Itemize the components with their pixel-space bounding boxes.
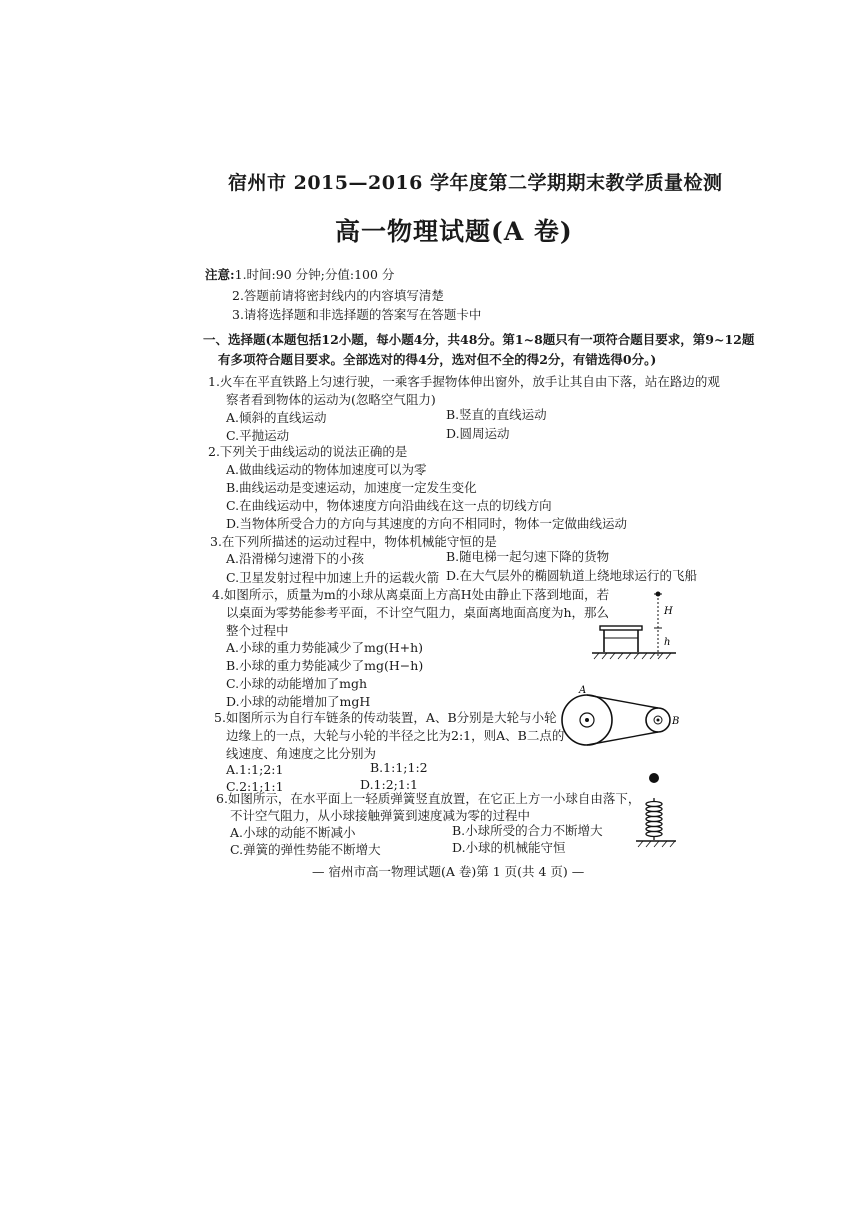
- q3-option-c: C.卫星发射过程中加速上升的运载火箭: [226, 570, 440, 585]
- q3-option-b: B.随电梯一起匀速下降的货物: [446, 549, 610, 564]
- q4-table-figure: [590, 590, 680, 660]
- q4-label-H: H: [664, 606, 673, 617]
- q4-label-h: h: [664, 637, 671, 648]
- q1-stem-line-1: 1.火车在平直铁路上匀速行驶，一乘客手握物体伸出窗外，放手让其自由下落，站在路边的观: [208, 374, 720, 389]
- q5-chain-drive-figure: [555, 686, 685, 756]
- q4-stem-line-1: 4.如图所示，质量为m的小球从离桌面上方高H处由静止下落到地面，若: [212, 587, 610, 602]
- q3-stem: 3.在下列所描述的运动过程中，物体机械能守恒的是: [210, 534, 497, 549]
- q5-option-b: B.1:1;1:2: [370, 760, 428, 775]
- q4-table: [600, 626, 642, 630]
- q2-option-b: B.曲线运动是变速运动，加速度一定发生变化: [226, 480, 477, 495]
- q6-stem-line-1: 6.如图所示，在水平面上一轻质弹簧竖直放置，在它正上方一小球自由落下，: [216, 791, 641, 806]
- q5-stem-line-2: 边缘上的一点，大轮与小轮的半径之比为2:1，则A、B二点的: [226, 728, 565, 743]
- q3-option-d: D.在大气层外的椭圆轨道上绕地球运行的飞船: [446, 568, 698, 583]
- q1-option-d: D.圆周运动: [446, 426, 510, 441]
- q1-option-c: C.平抛运动: [226, 428, 290, 443]
- note-item-2: 2.答题前请将密封线内的内容填写清楚: [232, 288, 444, 303]
- q2-option-d: D.当物体所受合力的方向与其速度的方向不相同时，物体一定做曲线运动: [226, 516, 628, 531]
- q5-label-B: B: [672, 716, 680, 727]
- notes-label: 注意:: [205, 267, 235, 282]
- q4-option-c: C.小球的动能增加了mgh: [226, 676, 367, 691]
- q1-stem-line-2: 察者看到物体的运动为(忽略空气阻力): [226, 392, 436, 407]
- q4-option-b: B.小球的重力势能减少了mg(H−h): [226, 658, 424, 673]
- exam-header-title: 宿州市 2015—2016 学年度第二学期期末教学质量检测: [228, 172, 723, 194]
- q2-option-c: C.在曲线运动中，物体速度方向沿曲线在这一点的切线方向: [226, 498, 552, 513]
- q5-option-c: C.2:1;1:1: [226, 779, 284, 794]
- q5-stem-line-1: 5.如图所示为自行车链条的传动装置，A、B分别是大轮与小轮: [214, 710, 557, 725]
- page-footer: — 宿州市高一物理试题(A 卷)第 1 页(共 4 页) —: [312, 864, 585, 879]
- section-instructions-line-1: 一、选择题(本题包括12小题，每小题4分，共48分。第1~8题只有一项符合题目要求，第9~12题: [203, 332, 755, 347]
- q5-stem-line-3: 线速度、角速度之比分别为: [226, 746, 377, 761]
- q4-option-d: D.小球的动能增加了mgH: [226, 694, 371, 709]
- notes-line-1: [205, 265, 394, 283]
- q1-option-a: A.倾斜的直线运动: [226, 410, 327, 425]
- q4-option-a: A.小球的重力势能减少了mg(H+h): [226, 640, 424, 655]
- q2-option-a: A.做曲线运动的物体加速度可以为零: [226, 462, 427, 477]
- note-item-3: 3.请将选择题和非选择题的答案写在答题卡中: [232, 307, 482, 322]
- q6-spring: [646, 798, 662, 840]
- q5-option-a: A.1:1;2:1: [226, 762, 284, 777]
- q6-ball: [649, 773, 659, 783]
- q6-spring-figure: [630, 768, 680, 848]
- q6-stem-line-2: 不计空气阻力，从小球接触弹簧到速度减为零的过程中: [230, 808, 531, 823]
- q6-option-d: D.小球的机械能守恒: [452, 840, 566, 855]
- q6-option-b: B.小球所受的合力不断增大: [452, 823, 603, 838]
- q6-option-a: A.小球的动能不断减小: [230, 825, 356, 840]
- q2-stem: 2.下列关于曲线运动的说法正确的是: [208, 444, 408, 459]
- q4-stem-line-3: 整个过程中: [226, 623, 289, 638]
- q3-option-a: A.沿滑梯匀速滑下的小孩: [226, 551, 365, 566]
- page-title: 高一物理试题(A 卷): [335, 217, 573, 246]
- note-item-1: 1.时间:90 分钟;分值:100 分: [234, 267, 395, 282]
- q5-option-d: D.1:2;1:1: [360, 777, 418, 792]
- q5-label-A: A: [579, 685, 587, 696]
- q1-option-b: B.竖直的直线运动: [446, 407, 547, 422]
- q4-stem-line-2: 以桌面为零势能参考平面，不计空气阻力，桌面离地面高度为h，那么: [226, 605, 610, 620]
- q6-option-c: C.弹簧的弹性势能不断增大: [230, 842, 381, 857]
- section-instructions-line-2: 有多项符合题目要求。全部选对的得4分，选对但不全的得2分，有错选得0分。): [218, 352, 657, 367]
